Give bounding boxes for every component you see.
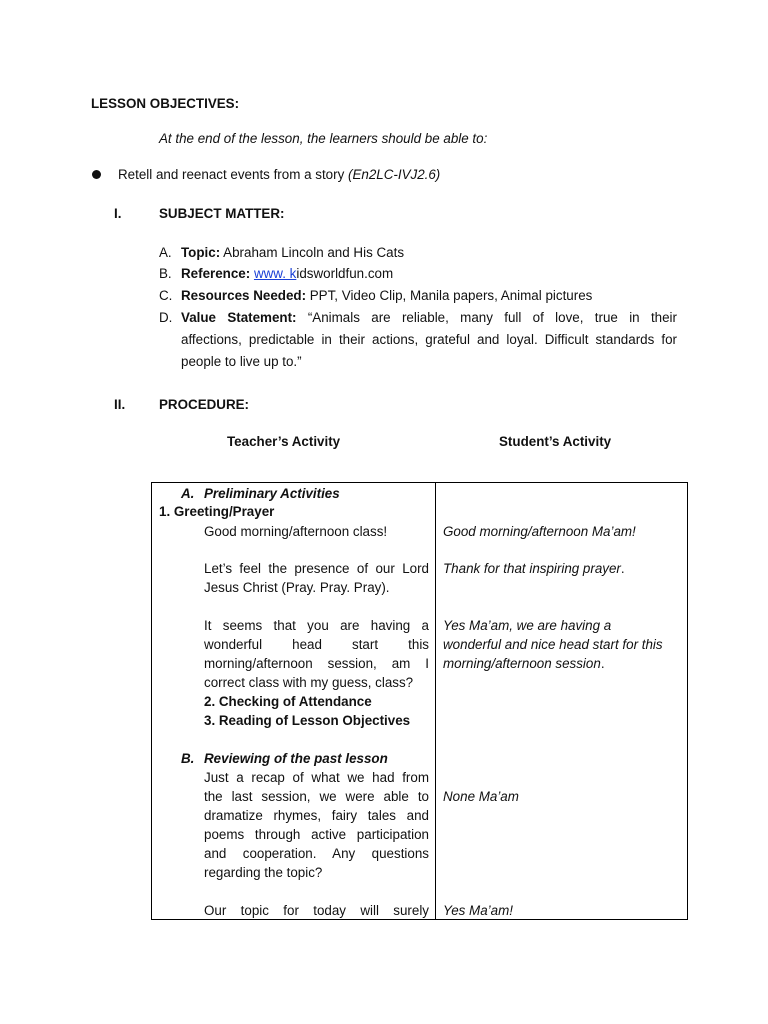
reference-label: Reference: xyxy=(181,266,251,281)
section-numeral-2: II. xyxy=(114,397,126,412)
teacher-column xyxy=(152,483,436,920)
value-statement-text-1: “Animals are reliable, many full of love, true in their xyxy=(296,310,677,325)
guess-line-3: morning/afternoon session, am I xyxy=(204,656,429,671)
guess-line-1: It seems that you are having a xyxy=(204,618,429,633)
objective-item xyxy=(118,167,440,182)
today-topic-line: Our topic for today will surely xyxy=(204,903,429,918)
student-thanks xyxy=(443,561,625,576)
guess-line-4: correct class with my guess, class? xyxy=(204,675,414,690)
section-a-letter: A. xyxy=(181,486,195,501)
procedure-heading: PROCEDURE: xyxy=(159,397,250,412)
section-b-letter: B. xyxy=(181,751,195,766)
topic-label: Topic: xyxy=(181,245,221,260)
objectives-intro: At the end of the lesson, the learners should be able to: xyxy=(159,131,488,146)
student-thanks-period: . xyxy=(620,561,625,576)
student-none: None Ma’am xyxy=(443,789,519,804)
reference-link[interactable]: www. k xyxy=(253,266,297,281)
attendance-step: 2. Checking of Attendance xyxy=(204,694,372,709)
student-greeting: Good morning/afternoon Ma’am! xyxy=(443,524,636,539)
value-statement-line-2: affections, predictable in their actions, grateful and loyal. Difficult standards for xyxy=(181,332,677,347)
resources-label: Resources Needed: xyxy=(181,288,307,303)
value-statement-line-3: people to live up to.” xyxy=(181,354,302,369)
student-yes-line-2: wonderful and nice head start for this xyxy=(443,637,663,652)
student-column xyxy=(436,483,688,920)
student-activity-header: Student’s Activity xyxy=(499,434,612,449)
item-letter-a: A. xyxy=(159,245,172,260)
recap-line-2: the last session, we were able to xyxy=(204,789,429,804)
section-b-title: Reviewing of the past lesson xyxy=(204,751,388,766)
value-statement-line-1 xyxy=(181,310,677,325)
topic-item xyxy=(181,245,404,260)
recap-line-5: and cooperation. Any questions xyxy=(204,846,429,861)
topic-value: Abraham Lincoln and His Cats xyxy=(220,245,405,260)
student-yes-line-1: Yes Ma’am, we are having a xyxy=(443,618,612,633)
procedure-table xyxy=(151,482,688,920)
recap-line-4: poems through active participation xyxy=(204,827,429,842)
guess-line-2: wonderful head start this xyxy=(204,637,429,652)
subject-matter-heading: SUBJECT MATTER: xyxy=(159,206,285,221)
recap-line-1: Just a recap of what we had from xyxy=(204,770,429,785)
item-letter-c: C. xyxy=(159,288,173,303)
student-yes-line-3 xyxy=(443,656,605,671)
item-letter-b: B. xyxy=(159,266,172,281)
section-numeral-1: I. xyxy=(114,206,122,221)
objectives-reading-step: 3. Reading of Lesson Objectives xyxy=(204,713,411,728)
teacher-activity-header: Teacher’s Activity xyxy=(227,434,341,449)
objectives-heading: LESSON OBJECTIVES: xyxy=(91,96,240,111)
student-thanks-text: Thank for that inspiring prayer xyxy=(443,561,621,576)
recap-line-3: dramatize rhymes, fairy tales and xyxy=(204,808,429,823)
teacher-greeting: Good morning/afternoon class! xyxy=(204,524,388,539)
reference-item xyxy=(181,266,393,281)
resources-value: PPT, Video Clip, Manila papers, Animal pictures xyxy=(306,288,593,303)
prayer-line-2: Jesus Christ (Pray. Pray. Pray). xyxy=(204,580,390,595)
objective-code: (En2LC-IVJ2.6) xyxy=(347,167,441,182)
student-yes-short: Yes Ma’am! xyxy=(443,903,513,918)
prayer-line-1: Let’s feel the presence of our Lord xyxy=(204,561,429,576)
student-yes-period: . xyxy=(600,656,605,671)
student-yes-line-3-text: morning/afternoon session xyxy=(443,656,601,671)
value-statement-label: Value Statement: xyxy=(181,310,297,325)
reference-value: idsworldfun.com xyxy=(296,266,394,281)
resources-item xyxy=(181,288,592,303)
bullet-dot-icon xyxy=(92,170,101,179)
section-a-title: Preliminary Activities xyxy=(204,486,340,501)
item-letter-d: D. xyxy=(159,310,173,325)
greeting-title: 1. Greeting/Prayer xyxy=(159,504,275,519)
objective-text: Retell and reenact events from a story xyxy=(118,167,348,182)
recap-line-6: regarding the topic? xyxy=(204,865,323,880)
